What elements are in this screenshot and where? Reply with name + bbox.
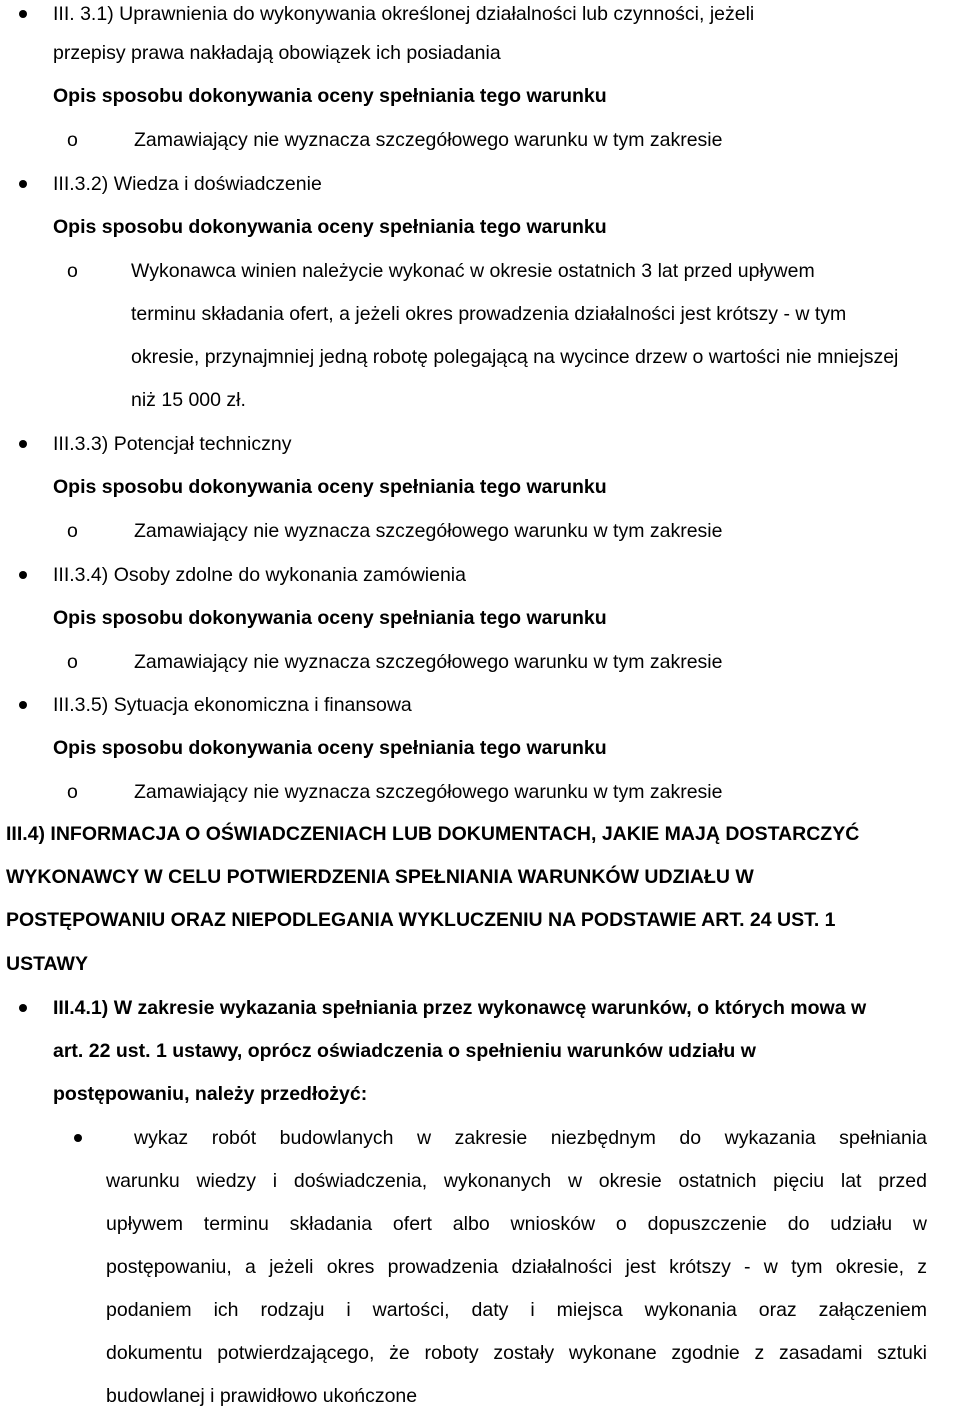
circle-bullet-icon: o [67,129,78,151]
assessment-text-line4: niż 15 000 zł. [131,389,246,411]
section-heading-3-2: III.3.2) Wiedza i doświadczenie [53,173,322,195]
section-heading-4-line4: USTAWY [6,953,88,975]
list-item-line3: upływem terminu składania ofert albo wniosków o dopuszczenie do udziału w [106,1213,927,1235]
section-heading-3-1-line1: III. 3.1) Uprawnienia do wykonywania określonej działalności lub czynności, jeżeli [53,3,755,25]
assessment-label: Opis sposobu dokonywania oceny spełniania tego warunku [53,737,607,759]
bullet-icon [19,1004,27,1012]
list-item-line4: postępowaniu, a jeżeli okres prowadzenia działalności jest krótszy - w tym okresie, z [106,1256,927,1278]
assessment-label: Opis sposobu dokonywania oceny spełniania tego warunku [53,216,607,238]
circle-bullet-icon: o [67,651,78,673]
assessment-text: Zamawiający nie wyznacza szczegółowego warunku w tym zakresie [134,651,723,673]
assessment-text-line3: okresie, przynajmniej jedną robotę polegającą na wycince drzew o wartości nie mniejszej [131,346,899,368]
bullet-icon [19,180,27,188]
section-heading-4-line2: WYKONAWCY W CELU POTWIERDZENIA SPEŁNIANIA WARUNKÓW UDZIAŁU W [6,866,754,888]
assessment-text-line1: Wykonawca winien należycie wykonać w okresie ostatnich 3 lat przed upływem [131,260,815,282]
list-item-line7: budowlanej i prawidłowo ukończone [106,1385,418,1407]
circle-bullet-icon: o [67,781,78,803]
section-heading-4-1-line2: art. 22 ust. 1 ustawy, oprócz oświadczenia o spełnieniu warunków udziału w [53,1040,756,1062]
section-heading-3-3: III.3.3) Potencjał techniczny [53,433,292,455]
section-heading-4-1-line3: postępowaniu, należy przedłożyć: [53,1083,368,1105]
section-heading-3-1-line2: przepisy prawa nakładają obowiązek ich posiadania [53,42,501,64]
bullet-icon [19,571,27,579]
section-heading-3-4: III.3.4) Osoby zdolne do wykonania zamówienia [53,564,466,586]
assessment-text: Zamawiający nie wyznacza szczegółowego warunku w tym zakresie [134,129,723,151]
assessment-label: Opis sposobu dokonywania oceny spełniania tego warunku [53,85,607,107]
bullet-icon [19,440,27,448]
assessment-text-line2: terminu składania ofert, a jeżeli okres prowadzenia działalności jest krótszy - w tym [131,303,847,325]
bullet-icon [19,701,27,709]
section-heading-4-line3: POSTĘPOWANIU ORAZ NIEPODLEGANIA WYKLUCZENIU NA PODSTAWIE ART. 24 UST. 1 [6,909,836,931]
list-item-line2: warunku wiedzy i doświadczenia, wykonanych w okresie ostatnich pięciu lat przed [106,1170,927,1192]
list-item-line1: wykaz robót budowlanych w zakresie niezbędnym do wykazania spełniania [134,1127,927,1149]
list-item-line6: dokumentu potwierdzającego, że roboty zostały wykonane zgodnie z zasadami sztuki [106,1342,927,1364]
assessment-text: Zamawiający nie wyznacza szczegółowego warunku w tym zakresie [134,520,723,542]
section-heading-3-5: III.3.5) Sytuacja ekonomiczna i finansowa [53,694,412,716]
list-item-line5: podaniem ich rodzaju i wartości, daty i miejsca wykonania oraz załączeniem [106,1299,927,1321]
assessment-text: Zamawiający nie wyznacza szczegółowego warunku w tym zakresie [134,781,723,803]
assessment-label: Opis sposobu dokonywania oceny spełniania tego warunku [53,476,607,498]
section-heading-4-1-line1: III.4.1) W zakresie wykazania spełniania przez wykonawcę warunków, o których mowa w [53,997,867,1019]
bullet-icon [74,1134,82,1142]
assessment-label: Opis sposobu dokonywania oceny spełniania tego warunku [53,607,607,629]
section-heading-4-line1: III.4) INFORMACJA O OŚWIADCZENIACH LUB DOKUMENTACH, JAKIE MAJĄ DOSTARCZYĆ [6,823,860,845]
bullet-icon [19,10,27,18]
circle-bullet-icon: o [67,260,78,282]
circle-bullet-icon: o [67,520,78,542]
